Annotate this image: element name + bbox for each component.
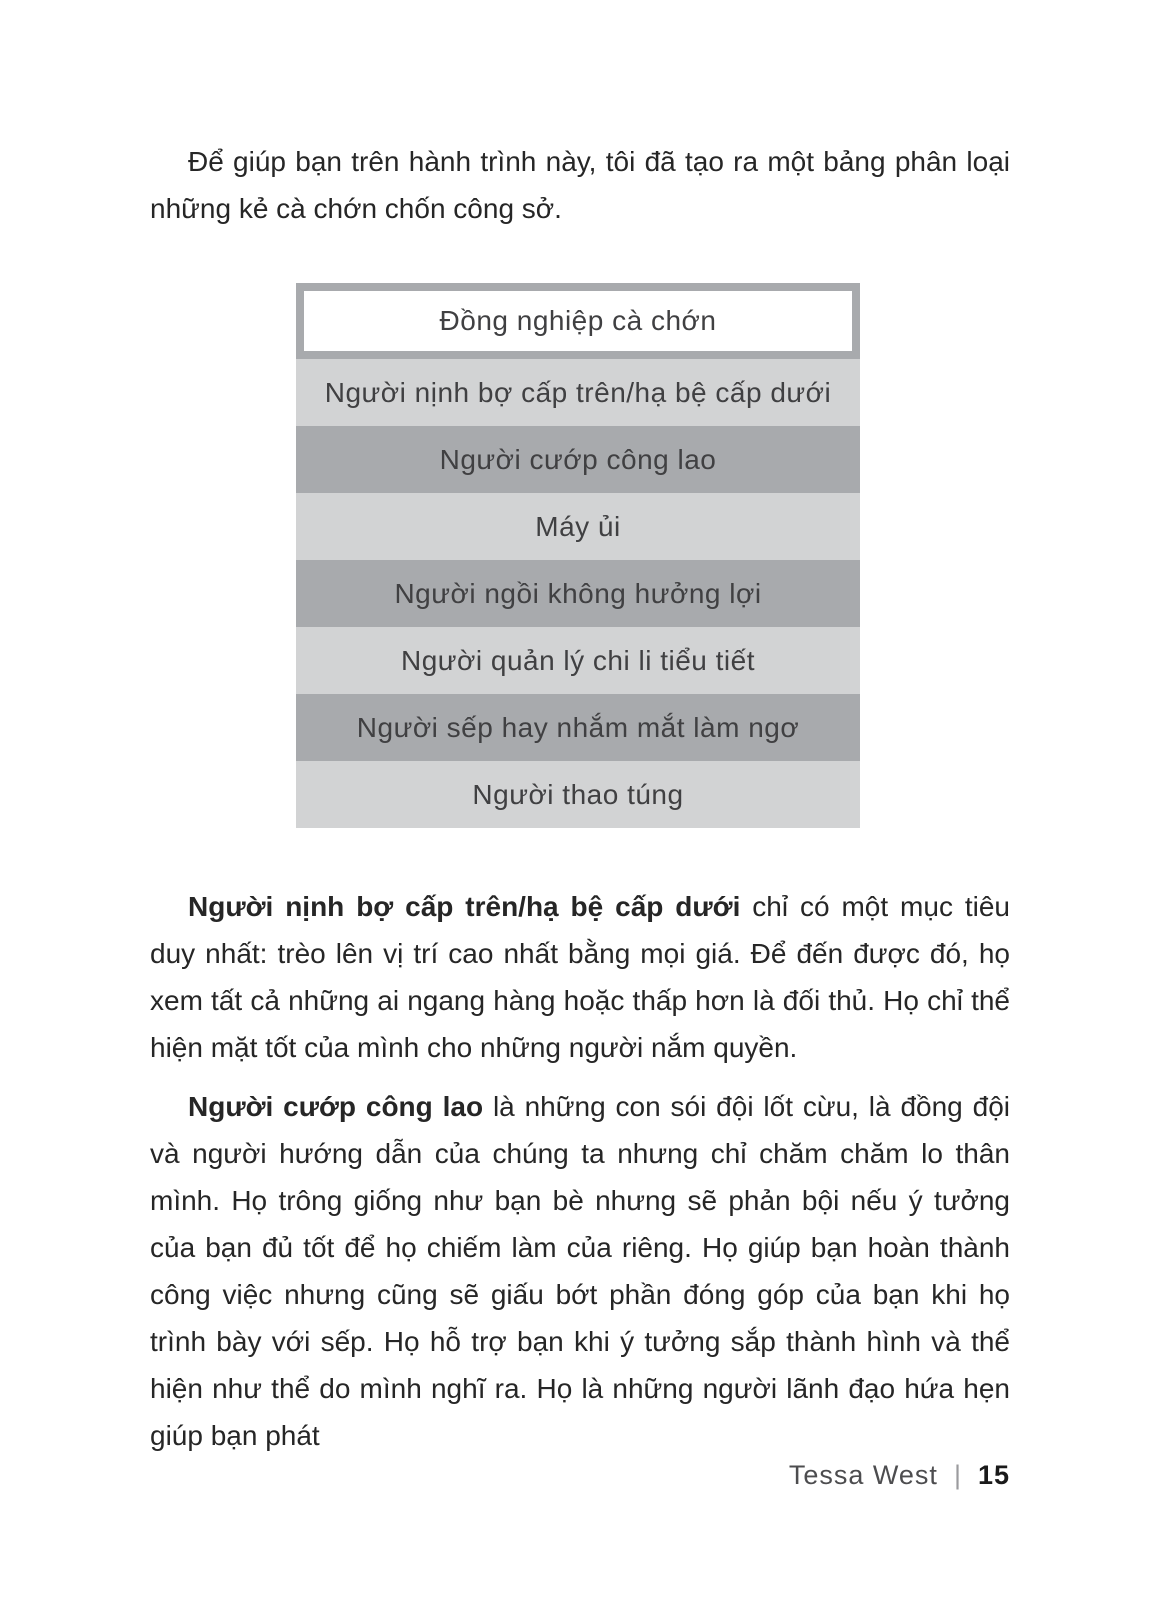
body-paragraph — [150, 883, 1010, 1071]
paragraph-text: chỉ có một mục tiêu duy nhất: trèo lên vị trí cao nhất bằng mọi giá. Để đến được đó, họ xem tất cả những ai ngang hàng hoặc thấp hơn là đối thủ. Họ chỉ thể hiện mặt tốt của mình cho những người nắm quyền. — [150, 891, 1010, 1063]
paragraph-lead: Người cướp công lao — [188, 1091, 484, 1122]
table-row: Máy ủi — [296, 493, 860, 560]
author-name: Tessa West — [788, 1460, 938, 1490]
footer-separator: | — [953, 1460, 962, 1490]
table-row: Người sếp hay nhắm mắt làm ngơ — [296, 694, 860, 761]
table-row: Người ngồi không hưởng lợi — [296, 560, 860, 627]
table-row: Người nịnh bợ cấp trên/hạ bệ cấp dưới — [296, 359, 860, 426]
table-row: Người cướp công lao — [296, 426, 860, 493]
page-footer — [789, 1460, 1010, 1491]
page-number: 15 — [977, 1460, 1010, 1490]
jerk-classification-table — [296, 283, 860, 828]
intro-paragraph: Để giúp bạn trên hành trình này, tôi đã tạo ra một bảng phân loại những kẻ cà chớn chốn công sở. — [150, 146, 1010, 224]
paragraph-lead: Người nịnh bợ cấp trên/hạ bệ cấp dưới — [188, 891, 741, 922]
table-row: Người quản lý chi li tiểu tiết — [296, 627, 860, 694]
table-header-frame — [296, 283, 860, 359]
paragraph-text: là những con sói đội lốt cừu, là đồng đội và người hướng dẫn của chúng ta nhưng chỉ chăm chăm lo thân mình. Họ trông giống như bạn bè nhưng sẽ phản bội nếu ý tưởng của bạn đủ tốt để họ chiếm làm của riêng. Họ giúp bạn hoàn thành công việc nhưng cũng sẽ giấu bớt phần đóng góp của bạn khi họ trình bày với sếp. Họ hỗ trợ bạn khi ý tưởng sắp thành hình và thể hiện như thể do mình nghĩ ra. Họ là những người lãnh đạo hứa hẹn giúp bạn phát — [150, 1091, 1010, 1451]
table-row: Người thao túng — [296, 761, 860, 828]
body-paragraph — [150, 1083, 1010, 1459]
table-header: Đồng nghiệp cà chớn — [304, 291, 852, 351]
